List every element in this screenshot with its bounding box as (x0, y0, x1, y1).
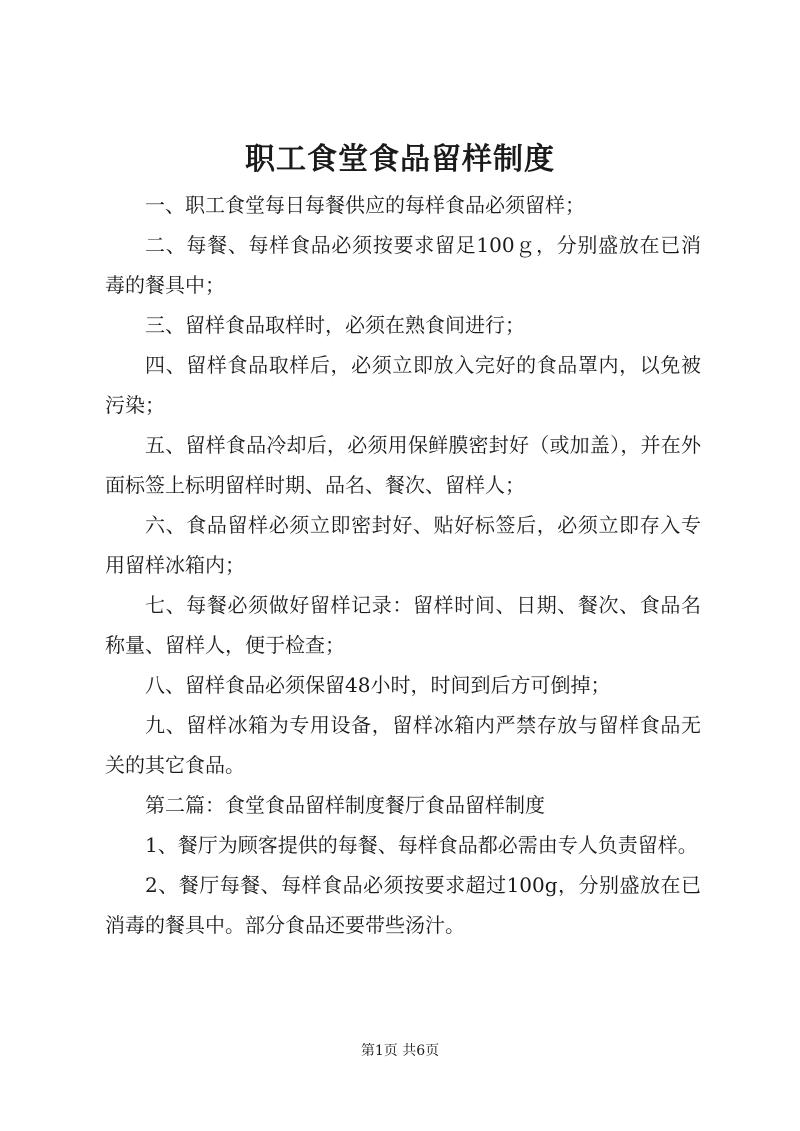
paragraph-2: 二、每餐、每样食品必须按要求留足100ｇ，分别盛放在已消毒的餐具中； (105, 233, 701, 297)
paragraph-3: 三、留样食品取样时，必须在熟食间进行； (145, 313, 525, 337)
document-title: 职工食堂食品留样制度 (245, 142, 555, 177)
document-body (105, 185, 701, 945)
section-heading-2: 第二篇：食堂食品留样制度餐厅食品留样制度 (145, 793, 545, 817)
paragraph-6: 六、食品留样必须立即密封好、贴好标签后，必须立即存入专用留样冰箱内； (105, 513, 701, 577)
page-number-footer: 第1页 共6页 (360, 1043, 440, 1059)
paragraph-9: 九、留样冰箱为专用设备，留样冰箱内严禁存放与留样食品无关的其它食品。 (105, 713, 701, 777)
paragraph-5: 五、留样食品冷却后，必须用保鲜膜密封好（或加盖），并在外面标签上标明留样时期、品名、餐次、留样人； (105, 433, 701, 497)
paragraph-7: 七、每餐必须做好留样记录：留样时间、日期、餐次、食品名称量、留样人，便于检查； (105, 593, 701, 657)
paragraph-10: 1、餐厅为顾客提供的每餐、每样食品都必需由专人负责留样。 (145, 833, 698, 857)
paragraph-8: 八、留样食品必须保留48小时，时间到后方可倒掉； (145, 673, 611, 697)
paragraph-11: 2、餐厅每餐、每样食品必须按要求超过100g，分别盛放在已消毒的餐具中。部分食品还要带些汤汁。 (105, 873, 701, 937)
paragraph-1: 一、职工食堂每日每餐供应的每样食品必须留样； (145, 193, 585, 217)
paragraph-4: 四、留样食品取样后，必须立即放入完好的食品罩内，以免被污染； (105, 353, 701, 417)
